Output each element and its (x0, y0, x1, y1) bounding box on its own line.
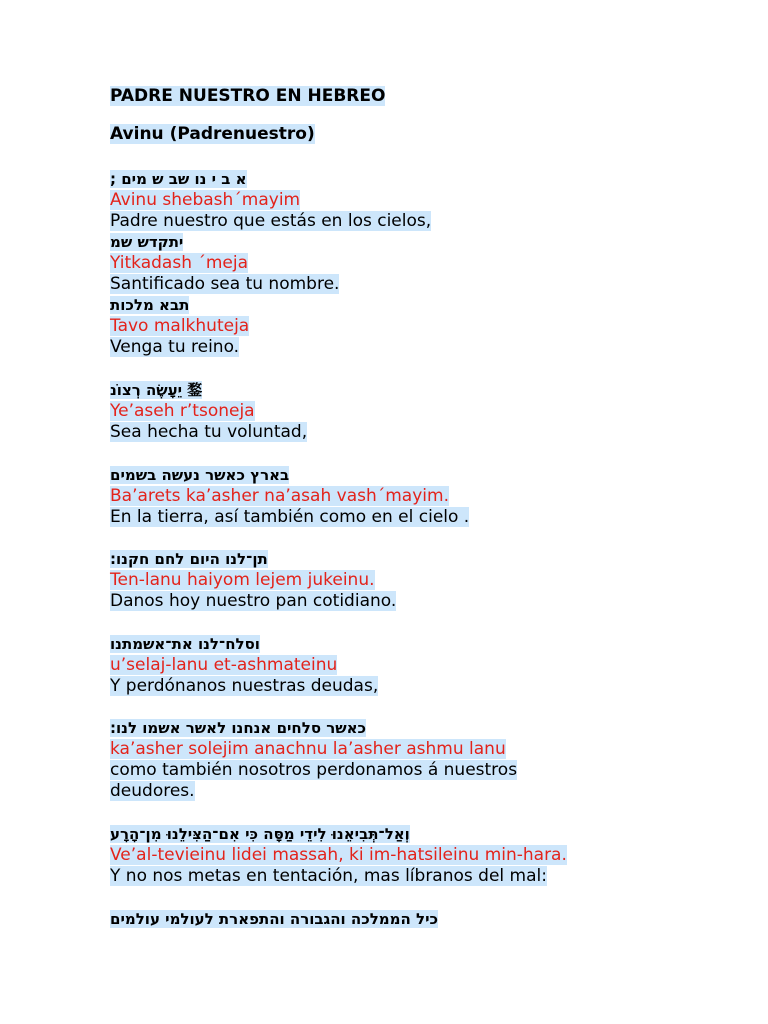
hebrew-line: יֵעָשֶׂה רְצוֹנ 鍪 (110, 381, 203, 399)
transliteration-line: Avinu shebash´mayim (110, 190, 301, 210)
hebrew-line: בארץ כאשר נעשה בשמים (110, 466, 290, 484)
transliteration-line: Ve’al-tevieinu lidei massah, ki im-hatsileinu min-hara. (110, 845, 567, 865)
spanish-line: Santificado sea tu nombre. (110, 274, 340, 294)
hebrew-line: כיל הממלכה והגבורה והתפארת לעולמי עולמים (110, 910, 439, 928)
transliteration-line: Ten-lanu haiyom lejem jukeinu. (110, 570, 375, 590)
hebrew-line: א ב י נו שב ש מים ; (110, 170, 247, 188)
hebrew-line: וסלח־לנו את־אשמתנו (110, 635, 260, 653)
spanish-line: como también nosotros perdonamos á nuestros (110, 760, 518, 780)
spanish-line-continued: deudores. (110, 781, 195, 801)
title-line (110, 86, 385, 107)
hebrew-line: תן־לנו היום לחם חקנו: (110, 550, 268, 568)
spanish-line: Y no nos metas en tentación, mas líbranos del mal: (110, 866, 547, 886)
document-subtitle: Avinu (Padrenuestro) (110, 124, 315, 144)
transliteration-line: Tavo malkhuteja (110, 316, 250, 336)
spanish-line: Padre nuestro que estás en los cielos, (110, 211, 432, 231)
spanish-line: Danos hoy nuestro pan cotidiano. (110, 591, 397, 611)
document-title: PADRE NUESTRO EN HEBREO (110, 86, 386, 106)
subtitle-line (110, 124, 315, 145)
hebrew-line: וְאַל־תְּבִיאֵנוּ לִידֵי מַסָּה כִּי אִם־הַצִּילֵנוּ מִן־הָרָע (110, 825, 410, 843)
transliteration-line: Ye’aseh r’tsoneja (110, 401, 255, 421)
hebrew-line: כאשר סלחים אנחנו לאשר אשמו לנו: (110, 719, 367, 737)
spanish-line: En la tierra, así también como en el cielo . (110, 507, 470, 527)
hebrew-line: תבא מלכות (110, 296, 190, 314)
spanish-line: Sea hecha tu voluntad, (110, 422, 308, 442)
transliteration-line: Yitkadash ´meja (110, 253, 249, 273)
transliteration-line: u’selaj-lanu et-ashmateinu (110, 655, 338, 675)
spanish-line: Venga tu reino. (110, 337, 240, 357)
spanish-line: Y perdónanos nuestras deudas, (110, 676, 379, 696)
transliteration-line: ka’asher solejim anachnu la’asher ashmu lanu (110, 739, 506, 759)
transliteration-line: Ba’arets ka’asher na’asah vash´mayim. (110, 486, 449, 506)
hebrew-line: יתקדש שמ (110, 233, 184, 251)
